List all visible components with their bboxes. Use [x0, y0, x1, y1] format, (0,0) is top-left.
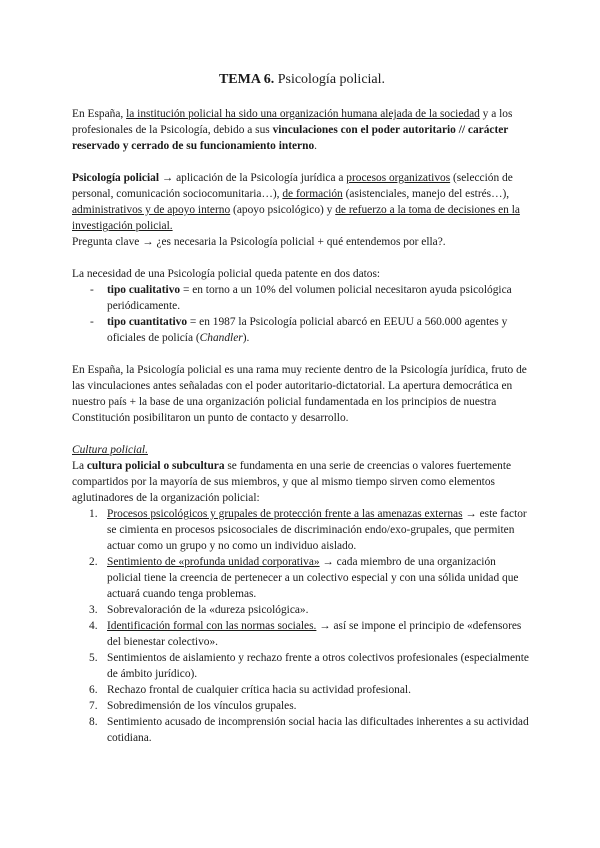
intro-paragraph: En España, la institución policial ha sido una organización humana alejada de la sociedad y a los profesionales de la Psicología, debido a sus vinculaciones con el poder autoritario // carácter reservado y cerrado de su funcionamiento interno.	[72, 108, 513, 152]
culture-paragraph: La cultura policial o subcultura se fundamenta en una serie de creencias o valores fuertemente compartidos por la mayoría de sus miembros, y que al mismo tiempo sirven como elementos aglutinadores de la organización policial:	[72, 460, 512, 504]
list-item: 1. Procesos psicológicos y grupales de protección frente a las amenazas externas → este factor se cimienta en procesos psicosociales de discriminación endo/exo-grupales, que permiten actuar como un grupo y no como un individuo aislado.	[89, 508, 527, 552]
underlined-phrase: administrativos y de apoyo interno	[72, 204, 231, 216]
underlined-phrase: de refuerzo a la toma de decisiones en la investigación policial.	[72, 204, 520, 232]
list-item: - tipo cualitativo = en torno a un 10% del volumen policial necesitaron ayuda psicológica periódicamente.	[90, 284, 512, 312]
term-bold: Psicología policial	[72, 172, 160, 184]
data-list	[72, 282, 532, 346]
list-item: 8. Sentimiento acusado de incomprensión social hacia las dificultades inherentes a su actividad cotidiana.	[89, 716, 529, 744]
bold-phrase: cultura policial o subcultura	[86, 460, 225, 472]
title-text: Psicología policial.	[274, 72, 386, 87]
list-item: 6. Rechazo frontal de cualquier crítica hacia su actividad profesional.	[89, 684, 411, 696]
key-question: Pregunta clave → ¿es necesaria la Psicología policial + qué entendemos por ella?.	[72, 236, 446, 248]
spain-paragraph: En España, la Psicología policial es una rama muy reciente dentro de la Psicología jurídica, fruto de las vinculaciones antes señaladas con el poder autoritario-dictatorial. La apertura democrática en nuestro país + la base de una organización policial fundamentada en los principios de nuestra Constitución posibilitaron un punto de contacto y desarrollo.	[72, 364, 527, 424]
list-item: - tipo cuantitativo = en 1987 la Psicología policial abarcó en EEUU a 560.000 agentes y oficiales de policía (Chandler).	[90, 316, 508, 344]
section-heading: Cultura policial.	[72, 444, 148, 456]
bold-phrase: vinculaciones con el poder autoritario // carácter reservado y cerrado de su funcionamiento interno	[72, 124, 509, 152]
definition-paragraph: Psicología policial → aplicación de la Psicología jurídica a procesos organizativos (selección de personal, comunicación sociocomunitaria…), de formación (asistenciales, manejo del estrés…), administrativos y de apoyo interno (apoyo psicológico) y de refuerzo a la toma de decisiones en la investigación policial.	[72, 172, 520, 232]
list-item: 5. Sentimientos de aislamiento y rechazo frente a otros colectivos profesionales (especialmente de ámbito jurídico).	[89, 652, 529, 680]
title-number: TEMA 6.	[218, 72, 275, 87]
list-item: 4. Identificación formal con las normas sociales. → así se impone el principio de «defensores del bienestar colectivo».	[89, 620, 522, 648]
underlined-phrase: procesos organizativos	[346, 172, 451, 184]
list-item: 7. Sobredimensión de los vínculos grupales.	[89, 700, 297, 712]
culture-list	[72, 506, 532, 746]
underlined-phrase: la institución policial ha sido una organización humana alejada de la sociedad	[126, 108, 480, 120]
need-lead: La necesidad de una Psicología policial queda patente en dos datos:	[72, 268, 381, 280]
list-item: 2. Sentimiento de «profunda unidad corporativa» → cada miembro de una organización policial tiene la creencia de pertenecer a un colectivo especial y con una sólida unidad que actuará cuando tenga problemas.	[89, 556, 519, 600]
underlined-phrase: de formación	[282, 188, 343, 200]
page-title	[72, 72, 532, 88]
list-item: 3. Sobrevaloración de la «dureza psicológica».	[89, 604, 309, 616]
document-page	[72, 72, 532, 746]
